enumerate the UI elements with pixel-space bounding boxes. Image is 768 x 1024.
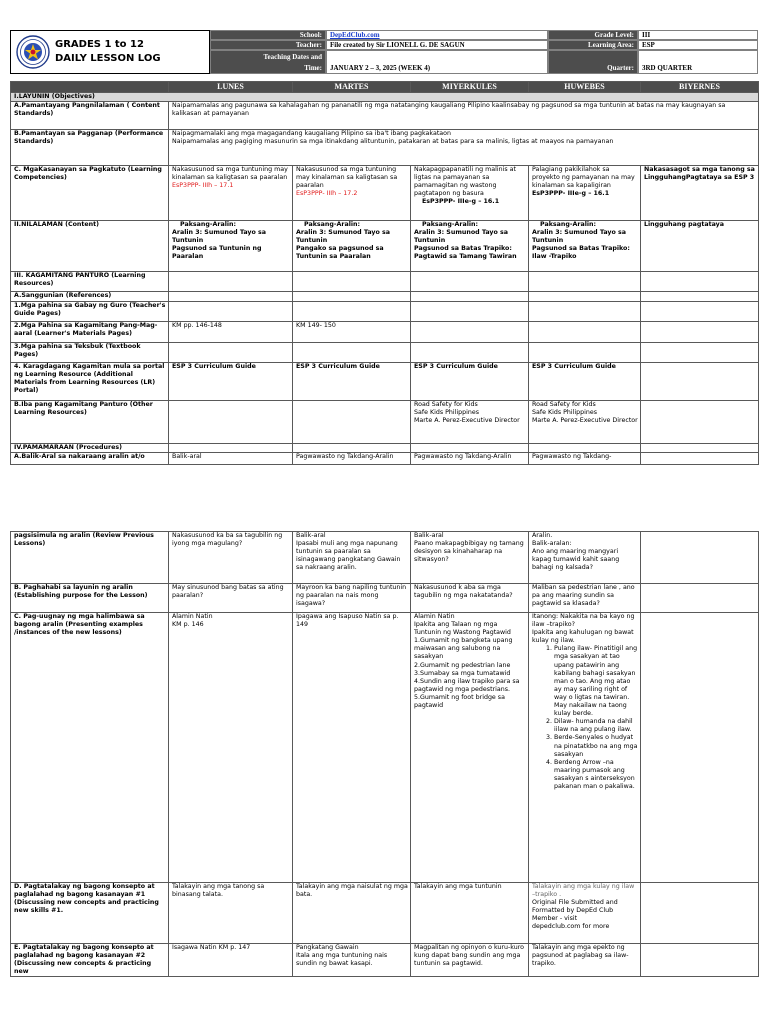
lesson-log-table-page1 <box>10 81 759 465</box>
learners-materials-label: 2.Mga Pahina sa Kagamitang Pang-Mag-aaral (Learner's Materials Pages) <box>11 322 169 343</box>
content-standards-row <box>11 102 759 130</box>
other-resources-row <box>11 401 759 444</box>
lr-portal-label: 4. Karagdagang Kagamitan mula sa portal ng Learning Resource (Additional Materials from Learning Resources (LR) Portal) <box>11 363 169 401</box>
resource-line: Road Safety for Kids <box>414 401 478 409</box>
header-title-line1: GRADES 1 to 12 <box>55 39 144 50</box>
text-line: 4.Sundin ang ilaw trapiko para sa <box>414 677 520 685</box>
competency-code: EsP3PPP- IIIh – 17.2 <box>296 190 358 198</box>
competency-miyerkules <box>411 166 529 221</box>
text-line: 3.Sumabay sa mga tumatawid <box>414 669 511 677</box>
day-header-biyernes: BIYERNES <box>641 82 759 93</box>
content-row <box>11 221 759 272</box>
competency-text: Nakasusunod sa mga tuntuning may kinalaman sa kaligtasan sa paaralan <box>296 166 398 190</box>
examples-huwebes <box>529 613 641 883</box>
purpose-huwebes: Maliban sa pedestrian lane , ano pa ang maaring sundin sa pagtawid sa klasada? <box>529 584 641 613</box>
school-value[interactable]: DepEdClub.com <box>326 30 548 40</box>
purpose-label: B. Paghahabi sa layunin ng aralin (Establishing purpose for the Lesson) <box>11 584 169 613</box>
text-line: Balik-aral <box>414 532 444 539</box>
performance-standards-label: B.Pamantayan sa Pagganap (Performance Standards) <box>11 130 169 166</box>
textbook-row <box>11 343 759 363</box>
content-martes <box>293 221 411 272</box>
portal-biyernes <box>641 363 759 401</box>
examples-row <box>11 613 759 883</box>
teaching-dates-label <box>210 50 326 74</box>
lesson-log-table-page2 <box>10 531 759 977</box>
discussion2-huwebes: Talakayin ang mga epekto ng pagsunod at paglabag sa ilaw-trapiko. <box>529 944 641 977</box>
deped-seal-icon <box>16 35 50 69</box>
purpose-lunes: May sinusunod bang batas sa ating paaralan? <box>169 584 293 613</box>
text-line: Ipasabi muli ang mga napunang tuntunin sa paaralan sa isinagawang pangkatang Gawain sa nakraang aralin. <box>296 540 401 572</box>
content-lunes <box>169 221 293 272</box>
portal-martes: ESP 3 Curriculum Guide <box>293 363 411 401</box>
text-line: Balik-aralan: <box>532 540 572 548</box>
review-cont-martes <box>293 532 411 584</box>
review-label: A.Balik-Aral sa nakaraang aralin at/o <box>11 453 169 465</box>
other-resources-huwebes <box>529 401 641 444</box>
traffic-light-list <box>532 645 638 791</box>
teacher-value: File created by Sir LIONELL G. DE SAGUN <box>326 40 548 50</box>
learning-resources-label: III. KAGAMITANG PANTURO (Learning Resources) <box>11 272 169 292</box>
review-lunes: Balik-aral <box>169 453 293 465</box>
content-topic-heading: Paksang-Aralin: <box>304 221 361 229</box>
text-line: Paano makapagbibigay ng tamang desisyon sa kinahaharap na sitwasyon? <box>414 540 524 564</box>
day-header-row <box>11 82 759 93</box>
text-line: Alamin Natin <box>172 613 213 620</box>
competency-code: EsP3PPP- IIIh – 17.1 <box>172 182 234 190</box>
examples-miyerkules <box>411 613 529 883</box>
grade-level-value: III <box>638 30 758 40</box>
review-miyerkules: Pagwawasto ng Takdang-Aralin <box>411 453 529 465</box>
resource-line: Safe Kids Philippines <box>414 409 480 417</box>
examples-lunes <box>169 613 293 883</box>
competency-lunes <box>169 166 293 221</box>
discussion2-lunes: Isagawa Natin KM p. 147 <box>169 944 293 977</box>
day-header-blank <box>11 82 169 93</box>
review-cont-lunes: Nakasusunod ka ba sa tagubilin ng iyong mga magulang? <box>169 532 293 584</box>
content-lesson: Aralin 3: Sumunod Tayo sa Tuntunin <box>532 229 627 245</box>
dll-header <box>10 30 758 74</box>
grade-level-label: Grade Level: <box>548 30 638 40</box>
text-line: Talakayin ang mga kulay ng ilaw –trapiko . <box>532 883 635 899</box>
content-standards-text: Naipamamalas ang pagunawa sa kahalagahan ng pananatili ng mga natatanging kaugaliang Pilipino kaalinsabay ng pagsunod sa mga tuntunin at batas na may kaugnayan sa kalikasan at pamayanan <box>169 102 759 130</box>
lr-portal-row <box>11 363 759 401</box>
teachers-guide-row <box>11 302 759 322</box>
resource-line: Road Safety for Kids <box>532 401 596 409</box>
competencies-label: C. MgaKasanayan sa Pagkatuto (Learning Competencies) <box>11 166 169 221</box>
text-line: Pangkatang Gawain <box>296 944 359 951</box>
portal-miyerkules: ESP 3 Curriculum Guide <box>411 363 529 401</box>
discussion1-martes: Talakayin ang mga naisulat ng mga bata. <box>293 883 411 944</box>
lm-biyernes <box>641 322 759 343</box>
header-title-line2: DAILY LESSON LOG <box>55 53 161 64</box>
text-line: Ano ang maaring mangyari kapag tumawid kahit saang bahagi ng kalsada? <box>532 548 620 572</box>
competency-text: Palagiang pakikilahok sa proyekto ng pamayanan na may kinalaman sa kapaligiran <box>532 166 635 190</box>
content-biyernes: Lingguhang pagtataya <box>641 221 759 272</box>
discussion2-row <box>11 944 759 977</box>
learners-materials-row <box>11 322 759 343</box>
teaching-dates-label-line2: Time: <box>304 64 322 72</box>
discussion2-martes <box>293 944 411 977</box>
teachers-guide-label: 1.Mga pahina sa Gabay ng Guro (Teacher's Guide Pages) <box>11 302 169 322</box>
procedures-label: IV.PAMAMARAAN (Procedures) <box>11 444 169 453</box>
performance-standard-1: Naipagmamalaki ang mga magagandang kaugaliang Pilipino sa iba't ibang pagkakataon <box>172 130 451 138</box>
text-line: KM p. 146 <box>172 621 204 629</box>
header-info-grid <box>210 30 758 74</box>
content-standards-label: A.Pamantayang Pangnilalaman ( Content Standards) <box>11 102 169 130</box>
portal-lunes: ESP 3 Curriculum Guide <box>169 363 293 401</box>
discussion2-label: E. Pagtatalakay ng bagong konsepto at paglalahad ng bagong kasanayan #2 (Discussing new concepts & practicing new <box>11 944 169 977</box>
competency-text: Nakasusunod sa mga tuntuning may kinalaman sa kaligtasan sa paaralan <box>172 166 288 182</box>
lm-martes: KM 149- 150 <box>293 322 411 343</box>
discussion2-miyerkules: Magpalitan ng opinyon o kuru-kuro kung dapat bang sundin ang mga tuntunin sa pagtawid. <box>411 944 529 977</box>
text-line: Itala ang mga tuntuning nais sundin ng bawat kasapi. <box>296 952 388 968</box>
content-lesson: Aralin 3: Sumunod Tayo sa Tuntunin <box>414 229 509 245</box>
lm-miyerkules <box>411 322 529 343</box>
references-label: A.Sanggunian (References) <box>11 292 169 302</box>
header-title-box <box>10 30 210 74</box>
performance-standards-row <box>11 130 759 166</box>
purpose-miyerkules: Nakasusunod k aba sa mga tagubilin ng mga nakatatanda? <box>411 584 529 613</box>
learning-resources-row <box>11 272 759 292</box>
resource-line: Marte A. Perez-Executive Director <box>414 417 520 425</box>
text-line: 1.Gumamit ng bangketa upang maiwasan ang salubong na sasakyan <box>414 637 513 661</box>
competency-code: EsP3PPP- IIIe-g – 16.1 <box>532 190 610 198</box>
list-item: 2. Dilaw- humanda na dahil iilaw na ang pulang ilaw. <box>554 718 638 734</box>
day-header-martes: MARTES <box>293 82 411 93</box>
competency-code: EsP3PPP- IIIe-g – 16.1 <box>422 198 500 206</box>
learning-area-label: Learning Area: <box>548 40 638 50</box>
competency-text: Nakapagpapanatili ng malinis at ligtas na pamayanan sa pamamagitan ng wastong pagtatapon ng basura <box>414 166 516 198</box>
teacher-label: Teacher: <box>210 40 326 50</box>
content-topic-heading: Paksang-Aralin: <box>180 221 237 229</box>
teaching-dates-value: JANUARY 2 – 3, 2025 (WEEK 4) <box>326 50 548 74</box>
competency-huwebes <box>529 166 641 221</box>
layunin-heading: I.LAYUNIN (Objectives) <box>11 93 759 102</box>
list-item: 4. Berdeng Arrow –na maaring pumasok ang sasakyan s ainterseksyon pakanan man o pakaliwa. <box>554 759 638 791</box>
teaching-dates-label-line1: Teaching Dates and <box>263 53 322 61</box>
text-line: Ipakita ang kahulugan ng bawat kulay ng ilaw. <box>532 629 634 645</box>
other-resources-label: B.Iba pang Kagamitang Panturo (Other Learning Resources) <box>11 401 169 444</box>
purpose-biyernes <box>641 584 759 613</box>
text-line: 2.Gumamit ng pedestrian lane <box>414 661 511 669</box>
discussion1-label: D. Pagtatalakay ng bagong konsepto at paglalahad ng bagong kasanayan #1 (Discussing new concepts and practicing new skills #1. <box>11 883 169 944</box>
content-topic: Pagsunod sa Batas Trapiko: Ilaw -Trapiko <box>532 245 630 261</box>
review-huwebes: Pagwawasto ng Takdang- <box>529 453 641 465</box>
examples-label: C. Pag-uugnay ng mga halimbawa sa bagong aralin (Presenting examples /instances of the new lessons) <box>11 613 169 883</box>
text-line: pagtawid ng mga pedestrians. <box>414 685 511 693</box>
quarter-value: 3RD QUARTER <box>638 50 758 74</box>
references-row <box>11 292 759 302</box>
watermark-note: Original File Submitted and Formatted by DepEd Club Member - visit <box>532 899 618 923</box>
discussion1-lunes: Talakayin ang mga tanong sa binasang talata. <box>169 883 293 944</box>
competency-martes <box>293 166 411 221</box>
content-topic-heading: Paksang-Aralin: <box>540 221 597 229</box>
review-row <box>11 453 759 465</box>
discussion1-row <box>11 883 759 944</box>
watermark-link[interactable]: depedclub.com for more <box>532 923 610 931</box>
discussion1-miyerkules: Talakayin ang mga tuntunin <box>411 883 529 944</box>
text-line: Itanong: Nakakita na ba kayo ng ilaw –trapiko? <box>532 613 635 629</box>
review-cont-row <box>11 532 759 584</box>
discussion1-huwebes <box>529 883 641 944</box>
performance-standards-text <box>169 130 759 166</box>
day-header-huwebes: HUWEBES <box>529 82 641 93</box>
text-line: Aralin. <box>532 532 553 539</box>
procedures-row <box>11 444 759 453</box>
portal-huwebes: ESP 3 Curriculum Guide <box>529 363 641 401</box>
text-line: Balik-aral <box>296 532 326 539</box>
content-huwebes <box>529 221 641 272</box>
list-item: 1. Pulang ilaw- Pinatitigil ang mga sasakyan at tao upang patawirin ang kabilang bahagi sasakyan man o tao. Ang mg atao ay may sariling right of way o ligtas na tawiran. May nakailaw na taong kulay berde. <box>554 645 638 718</box>
examples-martes: Ipagawa ang Isapuso Natin sa p. 149 <box>293 613 411 883</box>
content-label: II.NILALAMAN (Content) <box>11 221 169 272</box>
learning-area-value: ESP <box>638 40 758 50</box>
content-lesson: Aralin 3: Sumunod Tayo sa Tuntunin <box>172 229 267 245</box>
text-line: Alamin Natin <box>414 613 455 620</box>
day-header-miyerkules: MIYERKULES <box>411 82 529 93</box>
content-topic: Pangako sa pagsunod sa Tuntunin sa Paaralan <box>296 245 384 261</box>
review-martes: Pagwawasto ng Takdang-Aralin <box>293 453 411 465</box>
review-cont-miyerkules <box>411 532 529 584</box>
competency-biyernes: Nakasasagot sa mga tanong sa LingguhangPagtataya sa ESP 3 <box>641 166 759 221</box>
content-topic: Pagsunod sa Tuntunin ng Paaralan <box>172 245 262 261</box>
resource-line: Marte A. Perez-Executive Director <box>532 417 638 425</box>
layunin-row <box>11 93 759 102</box>
text-line: Ipakita ang Talaan ng mga Tuntunin ng Wastong Pagtawid <box>414 621 511 637</box>
school-label: School: <box>210 30 326 40</box>
textbook-label: 3.Mga pahina sa Teksbuk (Textbook Pages) <box>11 343 169 363</box>
content-miyerkules <box>411 221 529 272</box>
review-cont-label: pagsisimula ng aralin (Review Previous Lessons) <box>11 532 169 584</box>
list-item: 3. Berde-Senyales o hudyat na pinatatkbo na ang mga sasakyan <box>554 734 638 758</box>
quarter-label: Quarter: <box>548 50 638 74</box>
purpose-martes: Mayroon ka bang napiling tuntunin ng paaralan na nais mong isagawa? <box>293 584 411 613</box>
day-header-lunes: LUNES <box>169 82 293 93</box>
review-biyernes <box>641 453 759 465</box>
other-resources-miyerkules <box>411 401 529 444</box>
content-lesson: Aralin 3: Sumunod Tayo sa Tuntunin <box>296 229 391 245</box>
content-topic-heading: Paksang-Aralin: <box>422 221 479 229</box>
text-line: 5.Gumamit ng foot bridge sa pagtawid <box>414 693 505 710</box>
performance-standard-2: Naipamamalas ang pagiging masunurin sa mga itinakdang alituntunin, patakaran at batas para sa malinis, ligtas at maayos na pamayanan <box>172 138 614 146</box>
purpose-row <box>11 584 759 613</box>
lm-huwebes <box>529 322 641 343</box>
resource-line: Safe Kids Philippines <box>532 409 598 417</box>
lm-lunes: KM pp. 146-148 <box>169 322 293 343</box>
content-topic: Pagsunod sa Batas Trapiko: Pagtawid sa Tamang Tawiran <box>414 245 517 261</box>
competencies-row <box>11 166 759 221</box>
review-cont-huwebes <box>529 532 641 584</box>
